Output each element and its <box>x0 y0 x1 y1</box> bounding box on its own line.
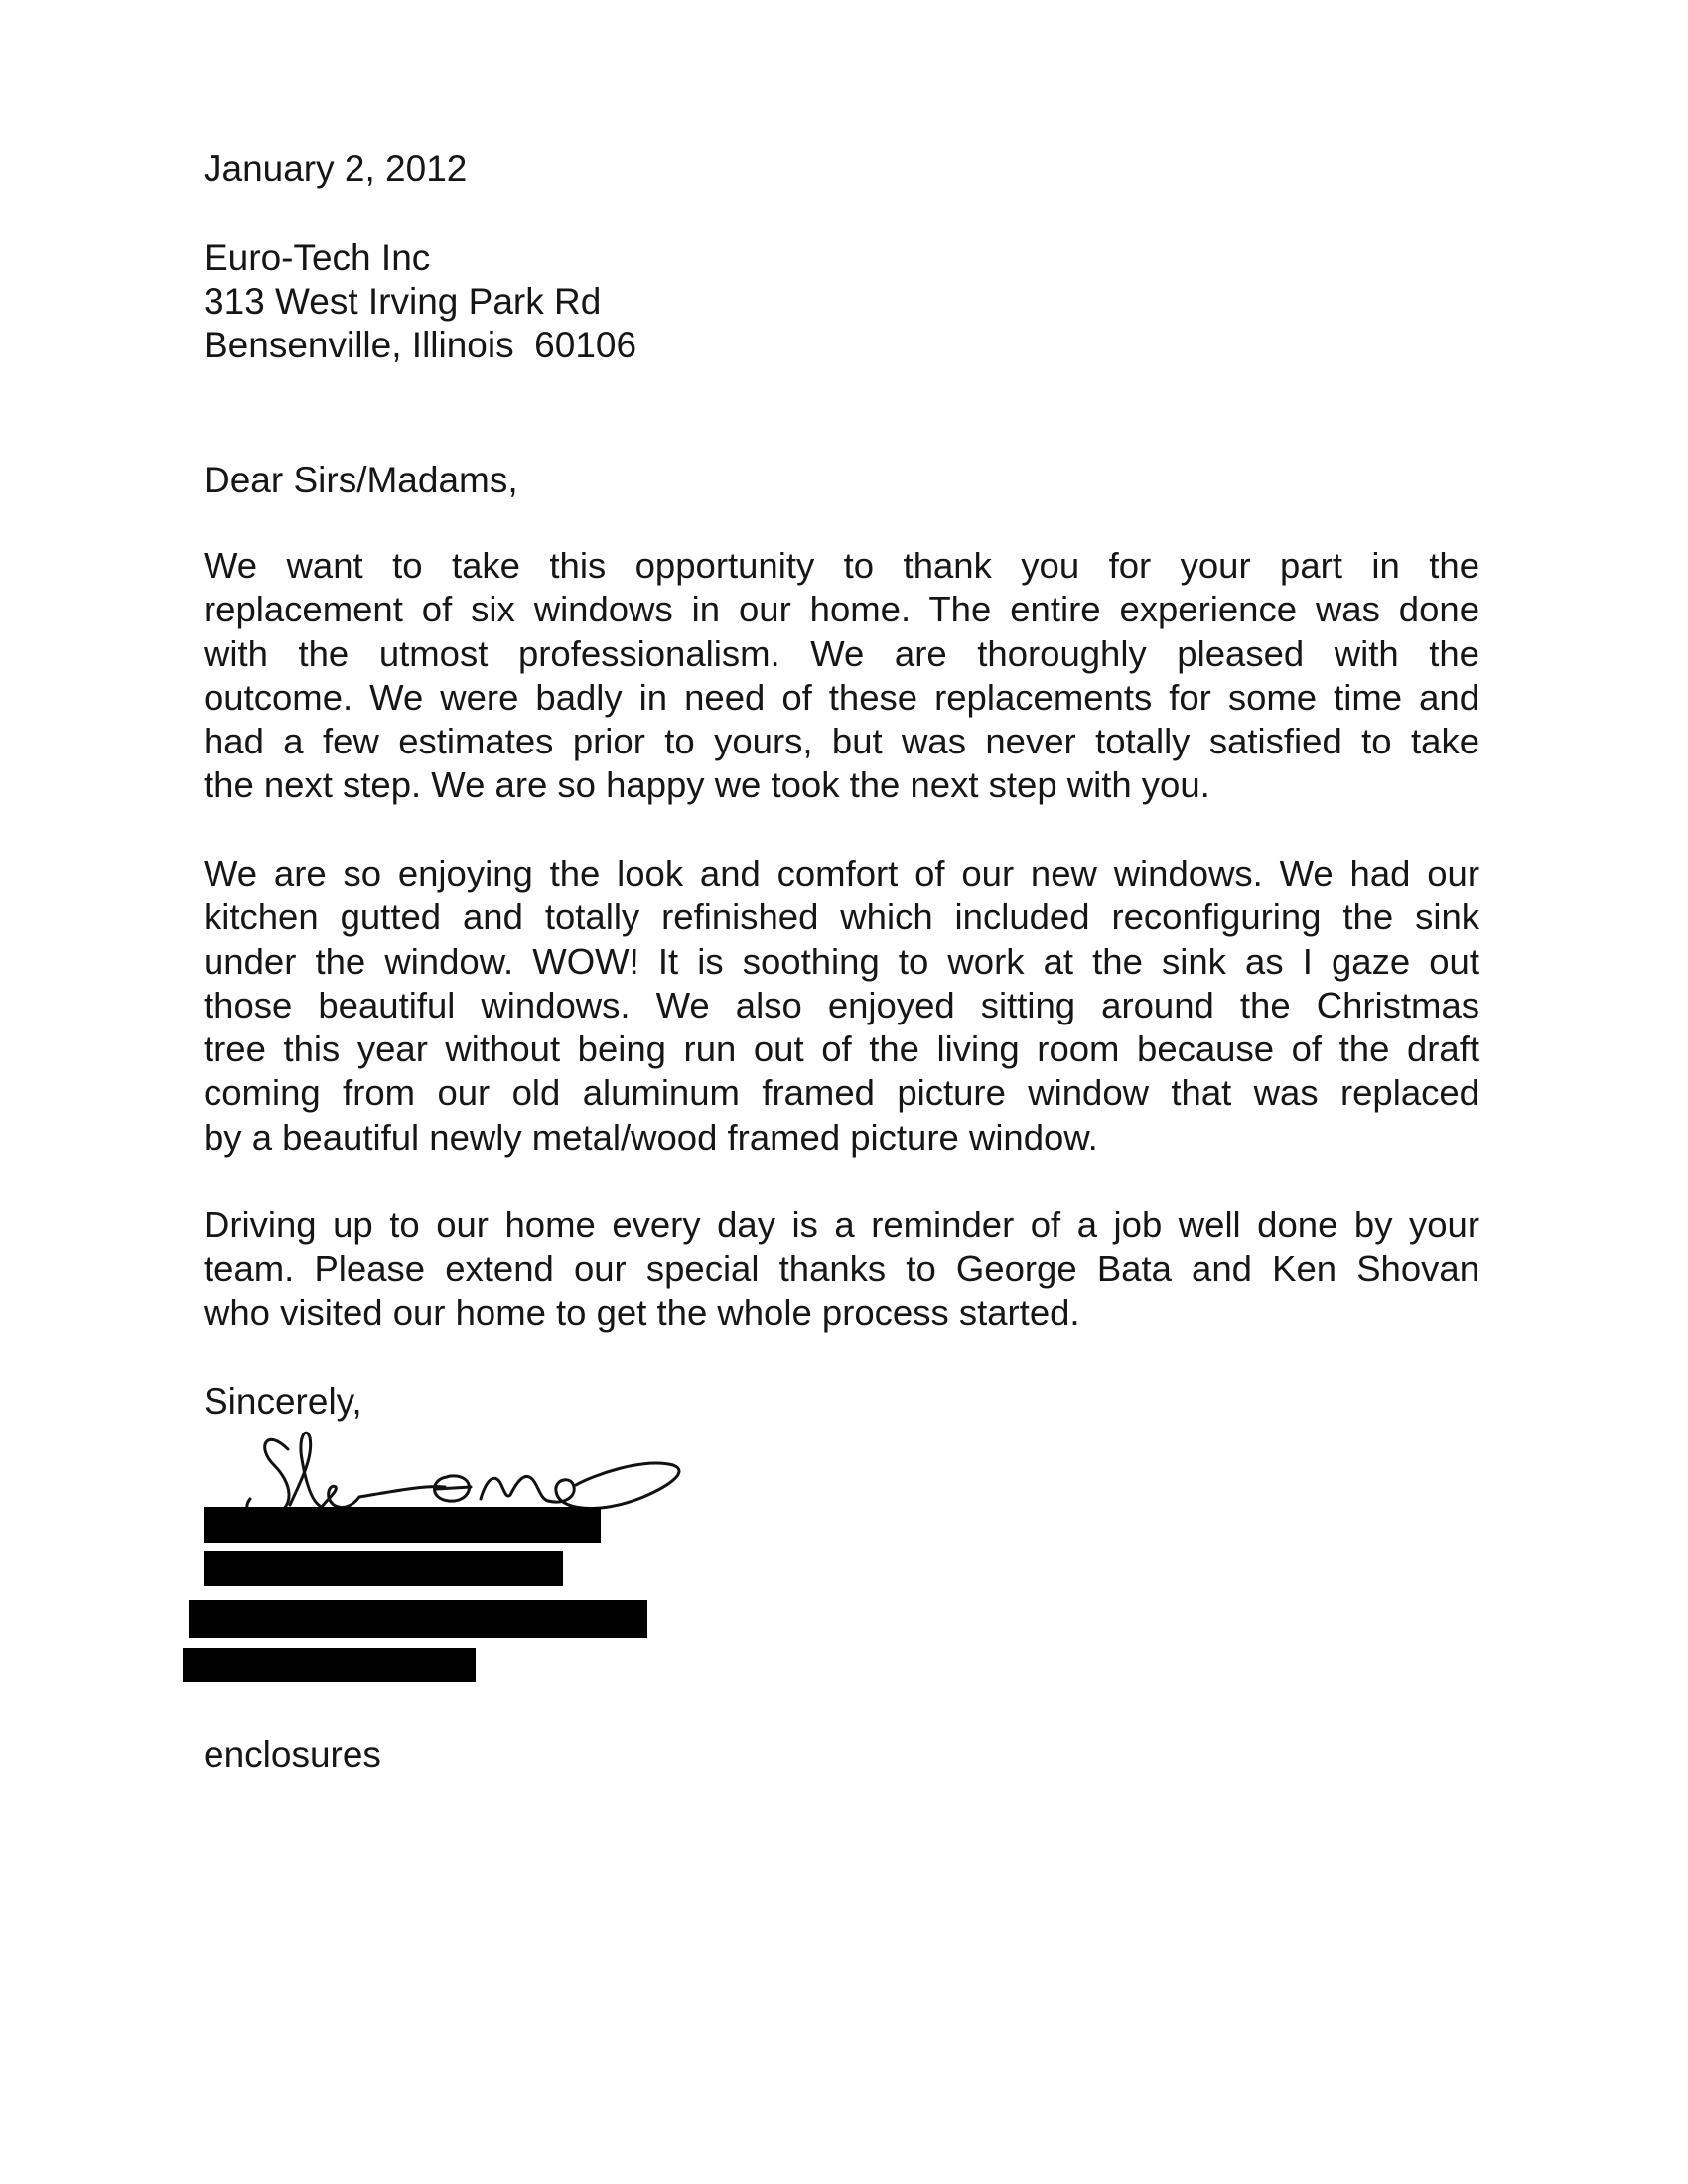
paragraph-line: tree this year without being run out of the living room because of the draft <box>204 1028 1479 1070</box>
paragraph-line: the next step. We are so happy we took the next step with you. <box>204 764 1210 806</box>
paragraph-line: coming from our old aluminum framed picture window that was replaced <box>204 1072 1479 1114</box>
letter-date: January 2, 2012 <box>204 148 468 189</box>
paragraph-line: who visited our home to get the whole process started. <box>204 1292 1080 1333</box>
paragraph-line: by a beautiful newly metal/wood framed picture window. <box>204 1116 1098 1158</box>
paragraph-line: We want to take this opportunity to thank you for your part in the <box>204 545 1479 586</box>
redaction-bar <box>183 1648 476 1682</box>
paragraph-line: had a few estimates prior to yours, but was never totally satisfied to take <box>204 721 1479 762</box>
redaction-bar <box>204 1551 563 1586</box>
paragraph-line: outcome. We were badly in need of these replacements for some time and <box>204 676 1479 718</box>
paragraph-line: with the utmost professionalism. We are thoroughly pleased with the <box>204 632 1479 674</box>
paragraph-line: replacement of six windows in our home. The entire experience was done <box>204 589 1479 630</box>
paragraph-line: We are so enjoying the look and comfort of our new windows. We had our <box>204 853 1479 893</box>
body-paragraph-2 <box>204 852 1479 1160</box>
paragraph-line: kitchen gutted and totally refinished which included reconfiguring the sink <box>204 896 1479 938</box>
recipient-company: Euro-Tech Inc <box>204 237 431 278</box>
recipient-city-state-zip: Bensenville, Illinois 60106 <box>204 325 637 365</box>
redaction-bar <box>189 1600 647 1638</box>
closing: Sincerely, <box>204 1381 362 1422</box>
paragraph-line: team. Please extend our special thanks to George Bata and Ken Shovan <box>204 1248 1479 1290</box>
body-paragraph-3 <box>204 1203 1479 1335</box>
paragraph-line: those beautiful windows. We also enjoyed sitting around the Christmas <box>204 984 1479 1025</box>
enclosures-note: enclosures <box>204 1734 381 1775</box>
recipient-street: 313 West Irving Park Rd <box>204 281 602 322</box>
paragraph-line: Driving up to our home every day is a reminder of a job well done by your <box>204 1204 1479 1245</box>
paragraph-line: under the window. WOW! It is soothing to work at the sink as I gaze out <box>204 940 1479 982</box>
body-paragraph-1 <box>204 544 1479 808</box>
redaction-bar <box>204 1507 601 1543</box>
salutation: Dear Sirs/Madams, <box>204 460 518 500</box>
